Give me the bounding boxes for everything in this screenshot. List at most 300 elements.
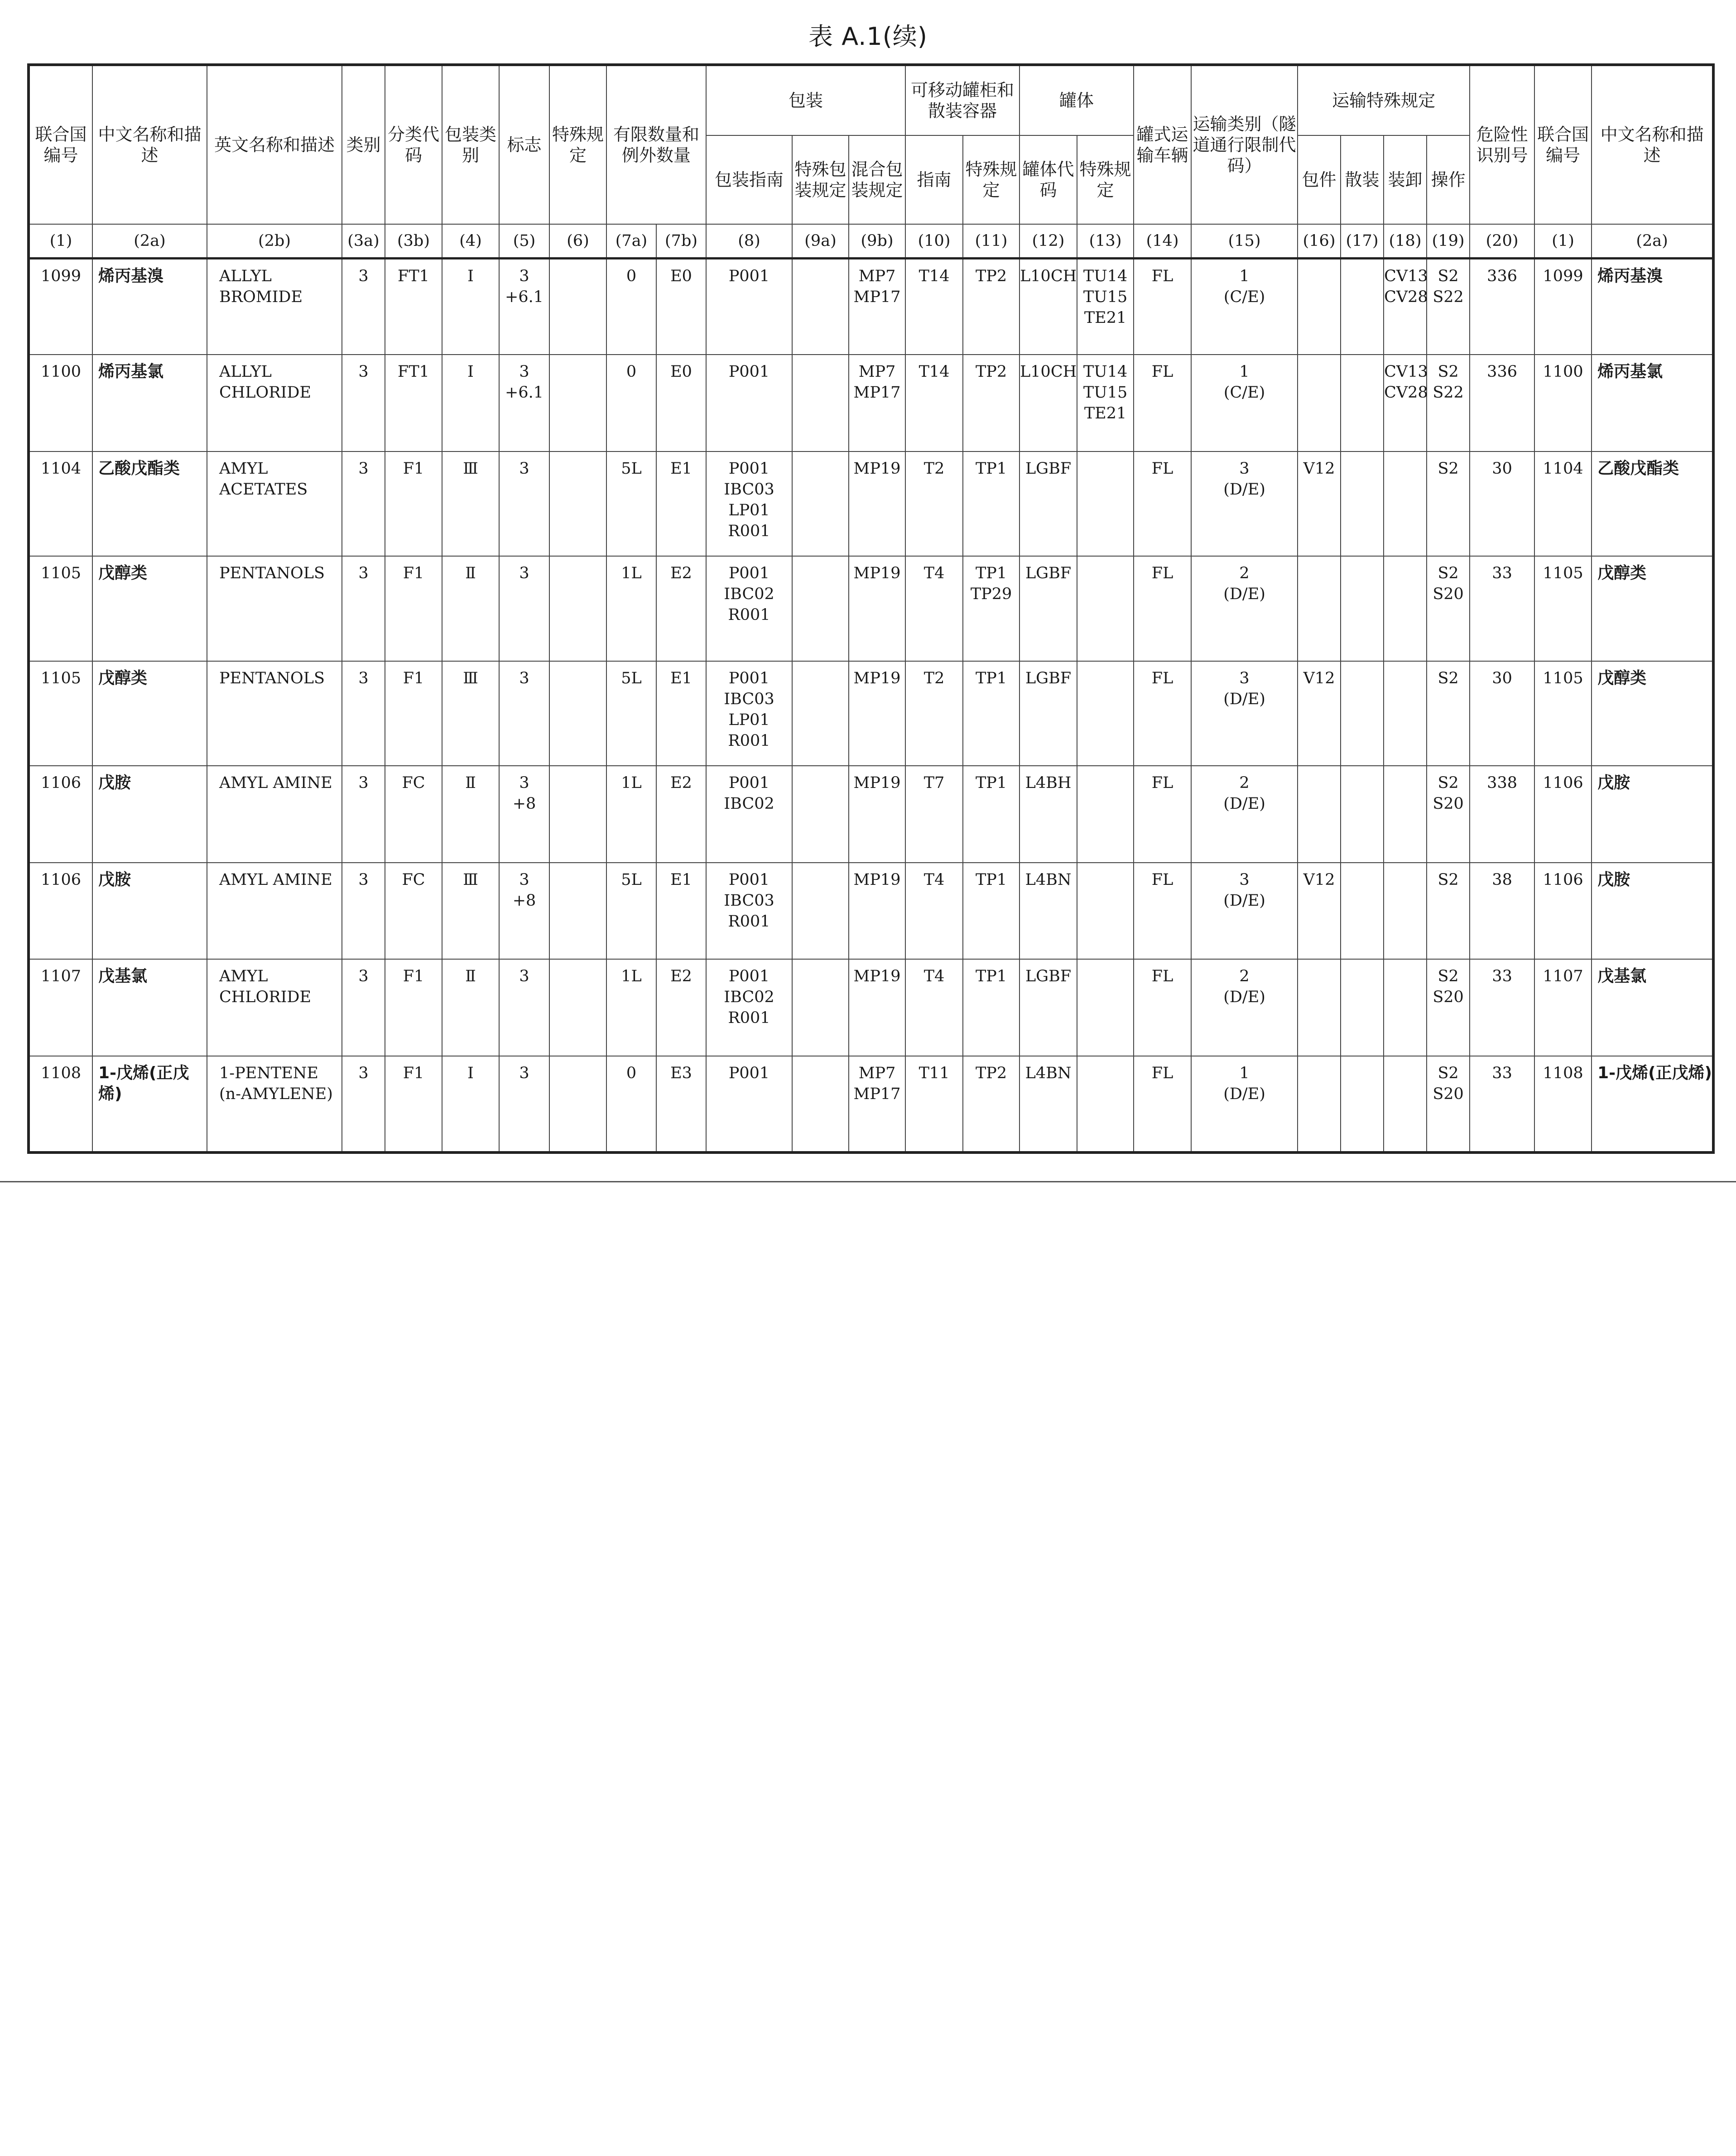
cell-line: S22	[1433, 384, 1464, 402]
cell-c6	[549, 863, 606, 959]
cell-line: PENTANOLS	[219, 669, 325, 687]
cell-line: TP1	[975, 669, 1007, 687]
cell-c2ae: 戊胺	[1592, 766, 1713, 862]
cell-c16	[1298, 1056, 1341, 1153]
cell-line: MP19	[853, 459, 901, 478]
header-bulk: 散装	[1341, 135, 1384, 224]
cell-c17	[1341, 258, 1384, 355]
cell-line: (D/E)	[1223, 988, 1265, 1007]
table-row	[29, 556, 1713, 661]
cell-c2a: 戊胺	[92, 766, 207, 862]
cell-c3b: FC	[385, 766, 442, 862]
cell-c10: T14	[905, 355, 963, 451]
cell-line: 3	[519, 870, 529, 889]
cell-c2b	[207, 556, 342, 661]
cell-c2b	[207, 959, 342, 1056]
cell-line: P001	[728, 967, 770, 986]
cell-c2b	[207, 1056, 342, 1153]
cell-c11	[963, 451, 1019, 557]
header-loading: 装卸	[1384, 135, 1427, 224]
cell-line: TE21	[1084, 404, 1127, 423]
cell-c1: 1105	[29, 661, 92, 766]
cell-line: TP2	[975, 267, 1007, 285]
column-number: (7b)	[656, 224, 706, 258]
cell-c17	[1341, 556, 1384, 661]
cell-c10: T4	[905, 959, 963, 1056]
cell-c18	[1384, 863, 1427, 959]
header-name-cn: 中文名称和描述	[92, 65, 207, 224]
cell-c2ae: 烯丙基氯	[1592, 355, 1713, 451]
cell-c6	[549, 355, 606, 451]
header-class: 类别	[342, 65, 385, 224]
cell-c16: V12	[1298, 451, 1341, 557]
cell-line: ALLYL	[219, 363, 272, 381]
cell-line: CV28	[1384, 384, 1428, 402]
cell-line: IBC02	[724, 585, 774, 604]
cell-line: MP19	[853, 564, 901, 583]
cell-c8	[706, 661, 792, 766]
cell-c10: T2	[905, 451, 963, 557]
cell-c14: FL	[1134, 258, 1191, 355]
cell-c9b	[849, 766, 905, 862]
header-tank-special: 特殊规定	[963, 135, 1019, 224]
cell-line: S2	[1438, 870, 1459, 889]
header-portable-tanks: 可移动罐柜和散装容器	[905, 65, 1019, 135]
cell-c10: T4	[905, 556, 963, 661]
cell-c18	[1384, 258, 1427, 355]
cell-line: LP01	[728, 501, 770, 519]
cell-c7b: E1	[656, 451, 706, 557]
cell-c11	[963, 863, 1019, 959]
column-number: (3b)	[385, 224, 442, 258]
cell-c9a	[792, 258, 849, 355]
header-special-provisions: 特殊规定	[549, 65, 606, 224]
cell-c5	[499, 258, 549, 355]
cell-c3b: FT1	[385, 355, 442, 451]
cell-line: AMYL	[219, 967, 268, 986]
cell-line: IBC03	[724, 480, 774, 499]
cell-c14: FL	[1134, 766, 1191, 862]
cell-c16	[1298, 258, 1341, 355]
cell-line: IBC02	[724, 988, 774, 1007]
cell-line: 1	[1239, 267, 1250, 285]
cell-line: IBC03	[724, 891, 774, 910]
cell-c13	[1077, 959, 1134, 1056]
cell-c8	[706, 766, 792, 862]
cell-line: AMYL	[219, 459, 268, 478]
cell-line: P001	[728, 669, 770, 687]
cell-c13	[1077, 451, 1134, 557]
cell-c4: Ⅱ	[442, 556, 499, 661]
header-class-code: 分类代码	[385, 65, 442, 224]
cell-c12: LGBF	[1019, 451, 1077, 557]
cell-c2ae: 乙酸戊酯类	[1592, 451, 1713, 557]
cell-line: 2	[1239, 564, 1250, 583]
table-row	[29, 959, 1713, 1056]
cell-c15	[1191, 863, 1298, 959]
header-transport-category: 运输类别（隧道通行限制代码）	[1191, 65, 1298, 224]
cell-line: (n-AMYLENE)	[219, 1085, 333, 1103]
cell-c3b: FC	[385, 863, 442, 959]
header-un-no: 联合国编号	[29, 65, 92, 224]
cell-c17	[1341, 451, 1384, 557]
cell-c3b: F1	[385, 661, 442, 766]
cell-c1: 1105	[29, 556, 92, 661]
cell-c7b: E0	[656, 258, 706, 355]
cell-line: 3	[1239, 870, 1250, 889]
cell-c7a: 0	[606, 1056, 656, 1153]
cell-c10: T2	[905, 661, 963, 766]
cell-line: CV28	[1384, 288, 1428, 306]
cell-line: S2	[1438, 363, 1459, 381]
cell-c4: I	[442, 355, 499, 451]
cell-c4: I	[442, 258, 499, 355]
cell-line: 3	[519, 669, 529, 687]
column-number: (2a)	[92, 224, 207, 258]
cell-line: (D/E)	[1223, 585, 1265, 604]
table-row	[29, 766, 1713, 862]
column-number: (9a)	[792, 224, 849, 258]
header-label: 标志	[499, 65, 549, 224]
cell-c5	[499, 355, 549, 451]
table-row	[29, 258, 1713, 355]
cell-c3a: 3	[342, 863, 385, 959]
cell-line: 1-PENTENE	[219, 1064, 318, 1082]
header-tank-code: 罐体代码	[1019, 135, 1077, 224]
cell-c7b: E2	[656, 556, 706, 661]
cell-line: S2	[1438, 459, 1459, 478]
cell-c17	[1341, 959, 1384, 1056]
cell-c7a: 5L	[606, 863, 656, 959]
cell-line: R001	[728, 731, 770, 750]
cell-c7a: 0	[606, 258, 656, 355]
cell-line: S2	[1438, 267, 1459, 285]
cell-c7a: 1L	[606, 556, 656, 661]
cell-c16	[1298, 959, 1341, 1056]
cell-c10: T11	[905, 1056, 963, 1153]
cell-c16	[1298, 355, 1341, 451]
cell-c11	[963, 661, 1019, 766]
cell-line: 1	[1239, 1064, 1250, 1082]
cell-c3a: 3	[342, 661, 385, 766]
cell-c5	[499, 959, 549, 1056]
cell-c9b	[849, 355, 905, 451]
cell-line: +6.1	[505, 384, 543, 402]
cell-c5	[499, 451, 549, 557]
cell-c2a: 戊醇类	[92, 556, 207, 661]
cell-c3a: 3	[342, 1056, 385, 1153]
table-row	[29, 1056, 1713, 1153]
cell-c3b: F1	[385, 451, 442, 557]
cell-line: TP1	[975, 459, 1007, 478]
column-number: (19)	[1427, 224, 1470, 258]
cell-line: TP1	[975, 870, 1007, 889]
cell-c3b: FT1	[385, 258, 442, 355]
cell-c2a: 乙酸戊酯类	[92, 451, 207, 557]
cell-line: TP1	[975, 564, 1007, 583]
column-number: (8)	[706, 224, 792, 258]
cell-line: IBC02	[724, 795, 774, 813]
cell-c16: V12	[1298, 863, 1341, 959]
cell-c9b	[849, 451, 905, 557]
cell-c19	[1427, 863, 1470, 959]
cell-line: TU15	[1083, 288, 1128, 306]
cell-c17	[1341, 661, 1384, 766]
cell-c7a: 5L	[606, 661, 656, 766]
cell-line: (D/E)	[1223, 1085, 1265, 1103]
cell-line: S20	[1433, 1085, 1464, 1103]
cell-c18	[1384, 556, 1427, 661]
cell-c15	[1191, 258, 1298, 355]
cell-line: +8	[512, 795, 536, 813]
cell-c12: L10CH	[1019, 355, 1077, 451]
cell-line: 3	[519, 564, 529, 583]
column-number: (9b)	[849, 224, 905, 258]
column-number: (14)	[1134, 224, 1191, 258]
cell-c11	[963, 1056, 1019, 1153]
column-number: (4)	[442, 224, 499, 258]
cell-c8	[706, 959, 792, 1056]
cell-c15	[1191, 355, 1298, 451]
cell-c9b	[849, 959, 905, 1056]
cell-c6	[549, 959, 606, 1056]
cell-line: P001	[728, 363, 770, 381]
cell-c14: FL	[1134, 556, 1191, 661]
cell-c12: L10CH	[1019, 258, 1077, 355]
column-number: (2b)	[207, 224, 342, 258]
cell-c5	[499, 661, 549, 766]
cell-c14: FL	[1134, 1056, 1191, 1153]
cell-line: TP1	[975, 774, 1007, 792]
cell-line: 2	[1239, 967, 1250, 986]
cell-line: TP2	[975, 363, 1007, 381]
cell-c8	[706, 556, 792, 661]
cell-c18	[1384, 1056, 1427, 1153]
cell-c1e: 1106	[1534, 766, 1592, 862]
cell-c13	[1077, 355, 1134, 451]
cell-c10: T7	[905, 766, 963, 862]
cell-line: 2	[1239, 774, 1250, 792]
cell-c20: 30	[1470, 661, 1534, 766]
cell-c16	[1298, 766, 1341, 862]
cell-c19	[1427, 451, 1470, 557]
cell-c2a: 烯丙基氯	[92, 355, 207, 451]
cell-c8	[706, 258, 792, 355]
cell-line: P001	[728, 267, 770, 285]
cell-line: TU14	[1083, 267, 1128, 285]
column-number: (10)	[905, 224, 963, 258]
cell-line: 3	[519, 967, 529, 986]
cell-c2b	[207, 355, 342, 451]
column-number: (6)	[549, 224, 606, 258]
header-packages: 包件	[1298, 135, 1341, 224]
cell-c6	[549, 1056, 606, 1153]
cell-line: S22	[1433, 288, 1464, 306]
cell-c3a: 3	[342, 451, 385, 557]
cell-line: S2	[1438, 564, 1459, 583]
cell-c7a: 5L	[606, 451, 656, 557]
cell-c13	[1077, 863, 1134, 959]
cell-c1: 1106	[29, 766, 92, 862]
cell-c4: I	[442, 1056, 499, 1153]
cell-c9a	[792, 355, 849, 451]
cell-c2b	[207, 258, 342, 355]
cell-line: BROMIDE	[219, 288, 303, 306]
cell-c3a: 3	[342, 556, 385, 661]
cell-c18	[1384, 355, 1427, 451]
column-number: (15)	[1191, 224, 1298, 258]
column-number: (17)	[1341, 224, 1384, 258]
cell-line: S2	[1438, 774, 1459, 792]
table-row	[29, 661, 1713, 766]
cell-c15	[1191, 766, 1298, 862]
cell-c9a	[792, 863, 849, 959]
cell-c20: 33	[1470, 556, 1534, 661]
cell-c18	[1384, 766, 1427, 862]
cell-c10: T4	[905, 863, 963, 959]
column-number: (7a)	[606, 224, 656, 258]
page-divider	[0, 1181, 1736, 1182]
column-number: (3a)	[342, 224, 385, 258]
table-row	[29, 451, 1713, 557]
cell-c19	[1427, 959, 1470, 1056]
column-number: (16)	[1298, 224, 1341, 258]
column-number: (12)	[1019, 224, 1077, 258]
cell-line: S2	[1438, 1064, 1459, 1082]
header-packaging: 包装	[706, 65, 905, 135]
column-number: (11)	[963, 224, 1019, 258]
cell-c3b: F1	[385, 959, 442, 1056]
cell-line: TE21	[1084, 308, 1127, 327]
cell-c6	[549, 556, 606, 661]
cell-line: TU14	[1083, 363, 1128, 381]
header-tank-vehicle: 罐式运输车辆	[1134, 65, 1191, 224]
cell-c15	[1191, 1056, 1298, 1153]
cell-c1e: 1104	[1534, 451, 1592, 557]
cell-line: S20	[1433, 795, 1464, 813]
cell-line: MP7	[858, 1064, 896, 1082]
cell-c20: 33	[1470, 959, 1534, 1056]
cell-line: P001	[728, 564, 770, 583]
cell-c3a: 3	[342, 766, 385, 862]
cell-c4: Ⅲ	[442, 661, 499, 766]
cell-c12: LGBF	[1019, 661, 1077, 766]
cell-c1e: 1100	[1534, 355, 1592, 451]
cell-line: AMYL AMINE	[219, 774, 332, 792]
cell-line: (D/E)	[1223, 891, 1265, 910]
cell-c9b	[849, 863, 905, 959]
cell-line: 3	[519, 774, 529, 792]
cell-c11	[963, 355, 1019, 451]
cell-c13	[1077, 556, 1134, 661]
cell-c19	[1427, 1056, 1470, 1153]
cell-line: 3	[519, 1064, 529, 1082]
cell-c4: Ⅱ	[442, 959, 499, 1056]
cell-c20: 33	[1470, 1056, 1534, 1153]
cell-c16	[1298, 556, 1341, 661]
header-tank-special-2: 特殊规定	[1077, 135, 1134, 224]
cell-c12: L4BN	[1019, 863, 1077, 959]
cell-c2b	[207, 451, 342, 557]
cell-c7a: 1L	[606, 959, 656, 1056]
cell-line: P001	[728, 1064, 770, 1082]
cell-line: ALLYL	[219, 267, 272, 285]
cell-c2a: 戊醇类	[92, 661, 207, 766]
cell-c1e: 1099	[1534, 258, 1592, 355]
table-body	[29, 258, 1713, 1152]
cell-c10: T14	[905, 258, 963, 355]
cell-line: TP2	[975, 1064, 1007, 1082]
cell-line: CHLORIDE	[219, 384, 312, 402]
column-number: (2a)	[1592, 224, 1713, 258]
cell-line: (C/E)	[1223, 288, 1265, 306]
cell-c2ae: 戊基氯	[1592, 959, 1713, 1056]
cell-c1e: 1105	[1534, 661, 1592, 766]
cell-c13	[1077, 661, 1134, 766]
cell-c4: Ⅲ	[442, 451, 499, 557]
cell-c7a: 0	[606, 355, 656, 451]
cell-c3b: F1	[385, 556, 442, 661]
cell-c9b	[849, 1056, 905, 1153]
header-mixed-packing: 混合包装规定	[849, 135, 905, 224]
dangerous-goods-table	[27, 63, 1715, 1154]
cell-line: CV13	[1384, 363, 1428, 381]
cell-c5	[499, 556, 549, 661]
cell-line: TU15	[1083, 384, 1128, 402]
cell-c3b: F1	[385, 1056, 442, 1153]
cell-line: AMYL AMINE	[219, 870, 332, 889]
cell-c1e: 1106	[1534, 863, 1592, 959]
column-number: (1)	[1534, 224, 1592, 258]
table-row	[29, 863, 1713, 959]
cell-c20: 30	[1470, 451, 1534, 557]
cell-c19	[1427, 355, 1470, 451]
cell-line: MP7	[858, 363, 896, 381]
cell-c18	[1384, 451, 1427, 557]
cell-c20: 336	[1470, 355, 1534, 451]
cell-line: S20	[1433, 585, 1464, 604]
header-packing-group: 包装类别	[442, 65, 499, 224]
header-operation: 操作	[1427, 135, 1470, 224]
cell-c9b	[849, 661, 905, 766]
table-title: 表 A.1(续)	[808, 22, 928, 51]
cell-c19	[1427, 661, 1470, 766]
cell-c7b: E0	[656, 355, 706, 451]
header-packing-instructions: 包装指南	[706, 135, 792, 224]
cell-c14: FL	[1134, 661, 1191, 766]
header-name-en: 英文名称和描述	[207, 65, 342, 224]
cell-c8	[706, 355, 792, 451]
cell-line: MP19	[853, 669, 901, 687]
cell-c8	[706, 451, 792, 557]
cell-c1e: 1108	[1534, 1056, 1592, 1153]
cell-line: LP01	[728, 711, 770, 729]
cell-c9a	[792, 661, 849, 766]
cell-c5	[499, 1056, 549, 1153]
cell-c9a	[792, 766, 849, 862]
cell-c3a: 3	[342, 258, 385, 355]
cell-c18	[1384, 661, 1427, 766]
cell-c9a	[792, 556, 849, 661]
header-un-no-end: 联合国编号	[1534, 65, 1592, 224]
cell-c8	[706, 1056, 792, 1153]
column-number: (20)	[1470, 224, 1534, 258]
cell-line: S20	[1433, 988, 1464, 1007]
cell-c1: 1108	[29, 1056, 92, 1153]
column-number-row	[29, 224, 1713, 258]
cell-line: MP19	[853, 967, 901, 986]
cell-c7a: 1L	[606, 766, 656, 862]
